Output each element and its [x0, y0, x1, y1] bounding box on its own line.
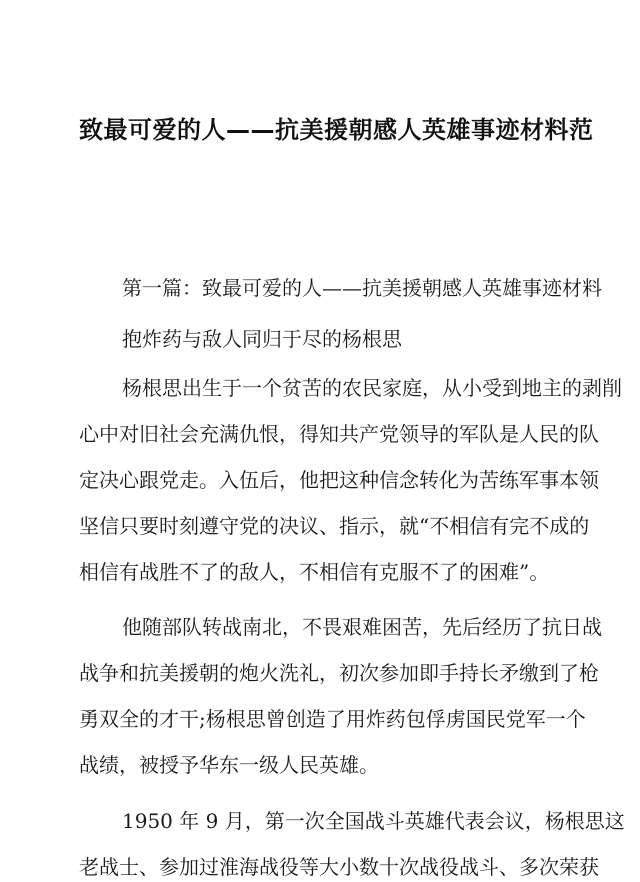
paragraph-line: 战绩，被授予华东一级人民英雄。 [79, 753, 379, 777]
paragraph-line: 老战士、参加过淮海战役等大小数十次战役战斗、多次荣获 [79, 855, 599, 879]
paragraph-line: 杨根思出生于一个贫苦的农民家庭，从小受到地主的剥削 [122, 376, 622, 400]
paragraph-line: 勇双全的才干;杨根思曾创造了用炸药包俘虏国民党军一个 [79, 707, 586, 731]
paragraph-line: 坚信只要时刻遵守党的决议、指示，就“不相信有完不成的 [79, 514, 590, 538]
paragraph-line: 定决心跟党走。入伍后，他把这种信念转化为苦练军事本领 [79, 468, 599, 492]
paragraph-line: 1950 年 9 月，第一次全国战斗英雄代表会议，杨根思这 [122, 809, 625, 833]
paragraph-line: 心中对旧社会充满仇恨，得知共产党领导的军队是人民的队 [79, 422, 599, 446]
document-title: 致最可爱的人——抗美援朝感人英雄事迹材料范 [79, 116, 594, 144]
paragraph-line: 相信有战胜不了的敌人，不相信有克服不了的困难”。 [79, 560, 550, 584]
subsection-heading: 抱炸药与敌人同归于尽的杨根思 [122, 327, 402, 351]
section-heading: 第一篇：致最可爱的人——抗美援朝感人英雄事迹材料 [122, 276, 602, 300]
paragraph-line: 战争和抗美援朝的炮火洗礼，初次参加即手持长矛缴到了枪 [79, 661, 599, 685]
paragraph-line: 他随部队转战南北，不畏艰难困苦，先后经历了抗日战 [122, 615, 602, 639]
